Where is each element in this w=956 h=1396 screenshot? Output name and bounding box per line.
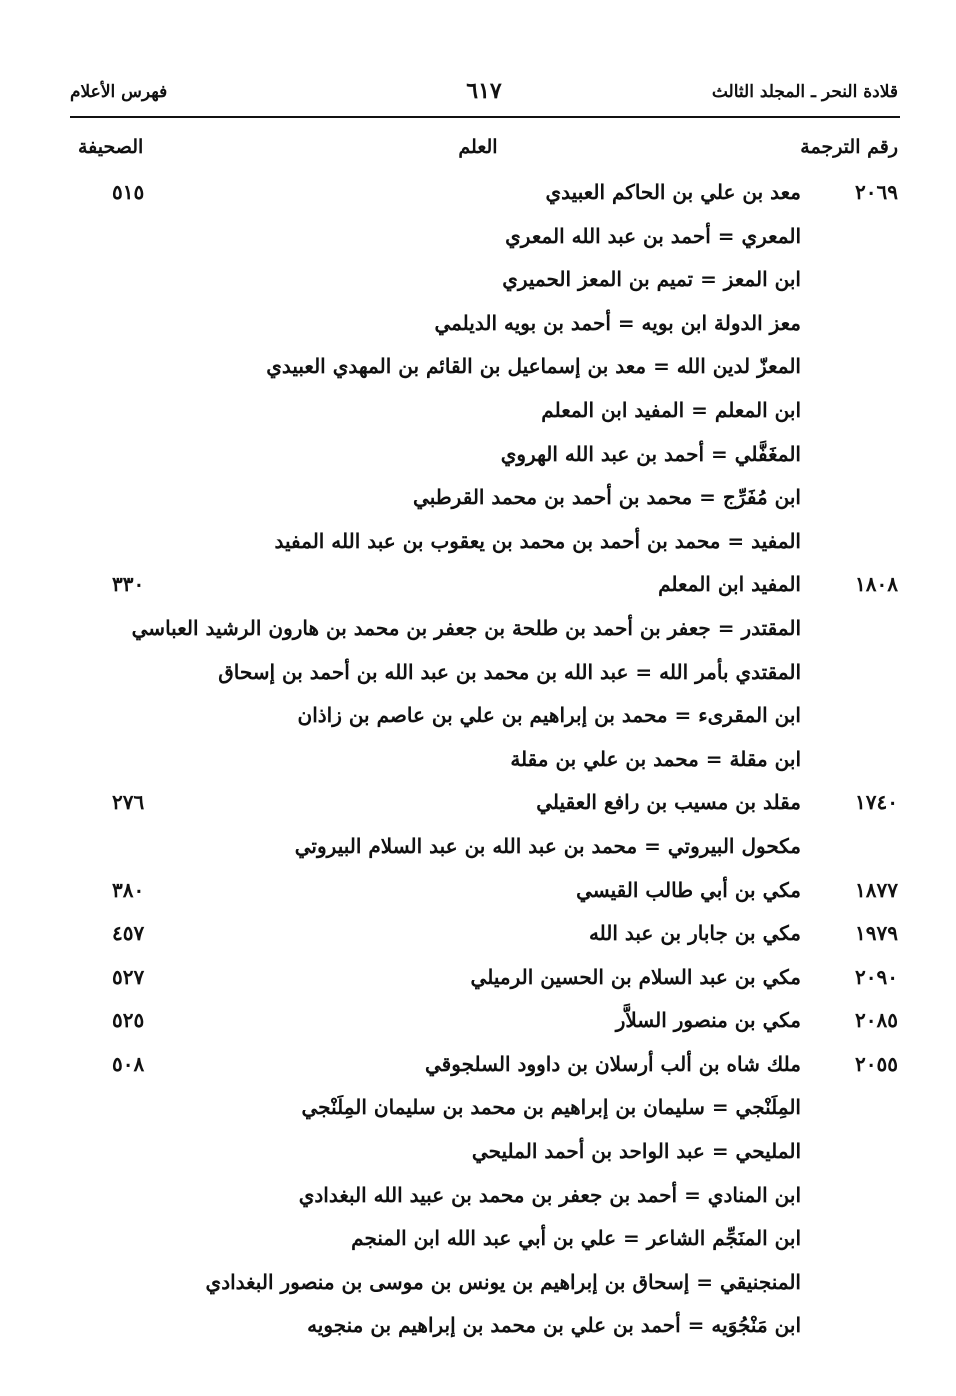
entry-page: ٥٢٥ xyxy=(112,1008,145,1033)
entry-page: ٥٠٨ xyxy=(112,1051,145,1076)
index-entry-row xyxy=(0,1266,956,1310)
header-rule xyxy=(70,116,900,118)
entry-number: ٢٠٨٥ xyxy=(855,1008,898,1033)
index-entry-row xyxy=(0,176,956,220)
entry-name: مكي بن جابار بن عبد الله xyxy=(588,921,801,946)
entry-name: ابن المنَجِّم الشاعر = علي بن أبي عبد الله ابن المنجم xyxy=(351,1226,801,1251)
index-entries xyxy=(0,176,956,1353)
entry-name: معد بن علي بن الحاكم العبيدي xyxy=(545,180,801,204)
index-title: فهرس الأعلام xyxy=(70,82,168,102)
index-entry-row xyxy=(0,438,956,482)
entry-name: المقتدي بأمر الله = عبد الله بن محمد بن عبد الله بن أحمد بن إسحاق xyxy=(218,659,801,684)
entry-name: مقلد بن مسيب بن رافع العقيلي xyxy=(536,790,801,815)
entry-name: المفيد = محمد بن أحمد بن محمد بن يعقوب بن عبد الله المفيد xyxy=(274,528,801,553)
book-title: قلادة النحر ـ المجلد الثالث xyxy=(711,82,898,102)
entry-number: ١٨٠٨ xyxy=(855,572,898,597)
index-entry-row xyxy=(0,1179,956,1223)
index-entry-row xyxy=(0,568,956,612)
index-entry-row xyxy=(0,220,956,264)
index-entry-row xyxy=(0,525,956,569)
entry-name: ابن مَنْجُوَيه = أحمد بن علي بن محمد بن إبراهيم بن منجويه xyxy=(307,1313,801,1338)
entry-name: ابن مُفَرِّج = محمد بن أحمد بن محمد القرطبي xyxy=(413,485,801,510)
entry-page: ٣٣٠ xyxy=(112,572,145,597)
index-entry-row xyxy=(0,1004,956,1048)
column-header-name: العلم xyxy=(458,136,498,158)
entry-name: معز الدولة ابن بويه = أحمد بن بويه الديلمي xyxy=(434,310,801,335)
index-entry-row xyxy=(0,699,956,743)
entry-name: ابن المعز = تميم بن المعز الحميري xyxy=(502,267,801,292)
index-entry-row xyxy=(0,307,956,351)
entry-name: ابن المعلم = المفيد ابن المعلم xyxy=(541,397,801,422)
index-entry-row xyxy=(0,1091,956,1135)
entry-number: ١٩٧٩ xyxy=(855,921,898,946)
entry-name: المقتدر = جعفر بن أحمد بن طلحة بن جعفر بن محمد بن هارون الرشيد العباسي xyxy=(131,615,801,640)
entry-name: المليحي = عبد الواحد بن أحمد المليحي xyxy=(471,1139,801,1164)
index-entry-row xyxy=(0,1222,956,1266)
entry-name: مكي بن أبي طالب القيسي xyxy=(576,877,801,902)
entry-number: ١٨٧٧ xyxy=(855,877,898,902)
column-header-entry-number: رقم الترجمة xyxy=(800,136,898,158)
index-entry-row xyxy=(0,1048,956,1092)
entry-name: مكي بن عبد السلام بن الحسين الرميلي xyxy=(470,964,801,989)
index-entry-row xyxy=(0,350,956,394)
index-entry-row xyxy=(0,1135,956,1179)
index-entry-row xyxy=(0,263,956,307)
entry-name: المعزّ لدين الله = معد بن إسماعيل بن القائم بن المهدي العبيدي xyxy=(266,354,801,379)
entry-page: ٤٥٧ xyxy=(112,921,145,946)
entry-name: ابن المقرىء = محمد بن إبراهيم بن علي بن عاصم بن زاذان xyxy=(297,703,801,728)
entry-name: المِلَنْجي = سليمان بن إبراهيم بن محمد بن سليمان المِلَنْجي xyxy=(301,1095,801,1120)
entry-name: مكي بن منصور السلاَّر xyxy=(615,1008,801,1033)
index-entry-row xyxy=(0,656,956,700)
index-entry-row xyxy=(0,1309,956,1353)
entry-name: ملك شاه بن ألب أرسلان بن داوود السلجوقي xyxy=(425,1051,801,1076)
index-entry-row xyxy=(0,481,956,525)
entry-page: ٥١٥ xyxy=(112,180,145,204)
entry-page: ٣٨٠ xyxy=(112,877,145,902)
index-entry-row xyxy=(0,874,956,918)
entry-number: ٢٠٩٠ xyxy=(855,964,898,989)
entry-page: ٢٧٦ xyxy=(112,790,145,815)
entry-name: المنجنيقي = إسحاق بن إبراهيم بن يونس بن موسى بن منصور البغدادي xyxy=(205,1269,801,1294)
index-entry-row xyxy=(0,830,956,874)
running-header xyxy=(70,78,898,112)
entry-name: المغَفَّلي = أحمد بن عبد الله الهروي xyxy=(500,441,801,466)
index-entry-row xyxy=(0,612,956,656)
column-header-page: الصحيفة xyxy=(78,136,144,158)
index-entry-row xyxy=(0,961,956,1005)
entry-name: ابن المنادي = أحمد بن جعفر بن محمد بن عبيد الله البغدادي xyxy=(298,1182,801,1207)
entry-name: المفيد ابن المعلم xyxy=(658,572,801,597)
entry-name: مكحول البيروتي = محمد بن عبد الله بن عبد السلام البيروتي xyxy=(294,833,801,858)
index-entry-row xyxy=(0,743,956,787)
entry-page: ٥٢٧ xyxy=(112,964,145,989)
entry-name: المعري = أحمد بن عبد الله المعري xyxy=(505,223,801,248)
entry-name: ابن مقلة = محمد بن علي بن مقلة xyxy=(510,746,801,771)
index-entry-row xyxy=(0,394,956,438)
entry-number: ٢٠٦٩ xyxy=(855,180,898,204)
entry-number: ١٧٤٠ xyxy=(855,790,898,815)
index-entry-row xyxy=(0,786,956,830)
entry-number: ٢٠٥٥ xyxy=(855,1051,898,1076)
page-number: ٦١٧ xyxy=(466,78,502,104)
index-entry-row xyxy=(0,917,956,961)
